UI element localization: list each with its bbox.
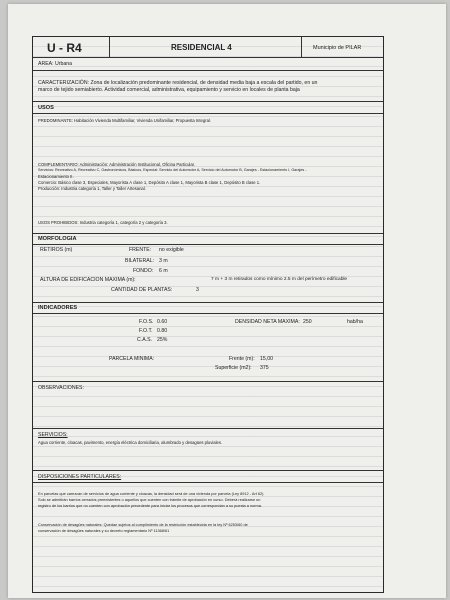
usos-complementario-5: Producción: Industria categoría 1, Taller y Taller Artesanal. bbox=[38, 186, 146, 191]
usos-section bbox=[33, 102, 383, 234]
indicadores-heading: INDICADORES bbox=[38, 305, 78, 311]
morfologia-heading: MORFOLOGIA bbox=[38, 236, 77, 242]
fos-value: 0.60 bbox=[157, 319, 168, 325]
usos-predominante: PREDOMINANTE: Habitación Vivienda Multifamiliar, Vivienda Unifamiliar, Propuesta Integral. bbox=[38, 118, 212, 123]
municipality: Municipio de PILAR bbox=[313, 45, 362, 51]
fondo-value: 6 m bbox=[159, 268, 168, 274]
parcela-frente-label: Frente (m): bbox=[229, 356, 255, 362]
disposiciones-section bbox=[33, 471, 383, 591]
usos-prohibidos: USOS PROHIBIDOS: Industria categoría 1, categoría 2 y categoría 3. bbox=[38, 220, 168, 225]
cas-label: C.A.S. bbox=[137, 337, 152, 343]
morfologia-section bbox=[33, 234, 383, 303]
bilateral-value: 3 m bbox=[159, 258, 168, 264]
frente-value: no exigible bbox=[159, 247, 184, 253]
altura-value: 7 m + 3 m retirados como mínimo 2.5 m del perímetro edificable bbox=[211, 277, 348, 282]
retiros-label: RETIROS (m) bbox=[40, 247, 73, 253]
zone-title: RESIDENCIAL 4 bbox=[171, 43, 232, 52]
servicios-section bbox=[33, 429, 383, 471]
plantas-value: 3 bbox=[196, 287, 199, 293]
disposiciones-heading: DISPOSICIONES PARTICULARES: bbox=[38, 474, 122, 480]
superficie-label: Superficie (m2): bbox=[215, 365, 252, 371]
caracterizacion-row bbox=[33, 71, 383, 102]
indicadores-section bbox=[33, 303, 383, 382]
caracterizacion-line-2: marco de tejido semiabierto. Actividad comercial, administrativa, equipamiento y servicio en locales de planta baja bbox=[38, 87, 300, 93]
usos-complementario-1: COMPLEMENTARIO: Administración: Administración Institucional, Oficina Particular. bbox=[38, 162, 196, 167]
disposiciones-p1-l3: registro de los barrios que no cuenten con aprobación precedente para iniciar los procesos que correspondan a su puesta a norma. bbox=[38, 504, 262, 508]
servicios-text: Agua corriente, cloacas, pavimento, energía eléctrica domiciliaria, alumbrado y desagües pluviales. bbox=[38, 440, 223, 445]
fondo-label: FONDO: bbox=[133, 268, 154, 274]
densidad-label: DENSIDAD NETA MAXIMA: bbox=[235, 319, 300, 325]
disposiciones-p2-l2: conservación de desagües naturales y su decreto reglamentario Nº 11368/61 bbox=[38, 529, 170, 533]
parcela-label: PARCELA MINIMA: bbox=[109, 356, 155, 362]
bilateral-label: BILATERAL: bbox=[125, 258, 155, 264]
densidad-unit: hab/ha bbox=[347, 319, 363, 325]
caracterizacion-line-1: CARACTERIZACIÓN: Zona de localización predominante residencial, de densidad media baja a escala del partido, en un bbox=[38, 80, 318, 86]
fos-label: F.O.S. bbox=[139, 319, 154, 325]
cas-value: 25% bbox=[157, 337, 168, 343]
parcela-frente-value: 15,00 bbox=[260, 356, 273, 362]
usos-complementario-3: Estacionamiento II. bbox=[38, 174, 74, 179]
usos-complementario-4: Comercio: Básico clase 3, Especiales, Mayorista A clase 1, Depósito A clase 1, Mayorista B clase 1, Depósito B clase 1. bbox=[38, 180, 261, 185]
densidad-value: 250 bbox=[303, 319, 312, 325]
observaciones-label: OBSERVACIONES: bbox=[38, 385, 84, 391]
usos-heading: USOS bbox=[38, 105, 54, 111]
fot-value: 0.80 bbox=[157, 328, 168, 334]
usos-complementario-2: Servicios: Recreativo A, Recreativo C, Gastronómicos, Básicos, Especial: Servicio del Automotor A, Servicio del Automotor B, Garajes - Estacionamiento I, Garajes - bbox=[38, 168, 307, 172]
disposiciones-p2-l1: Conservación de desagües naturales: Quedan sujetos al cumplimiento de la restricción establecida en la ley Nº 6253/60 de bbox=[38, 523, 248, 527]
fot-label: F.O.T. bbox=[139, 328, 153, 334]
area-text: AREA: Urbana bbox=[38, 61, 73, 67]
superficie-value: 375 bbox=[260, 365, 269, 371]
frente-label: FRENTE: bbox=[129, 247, 152, 253]
altura-label: ALTURA DE EDIFICACION MAXIMA (m): bbox=[40, 277, 136, 283]
header-row bbox=[33, 37, 383, 58]
paper-sheet bbox=[8, 4, 446, 598]
disposiciones-p1-l2: Solo se admitirán barrios cerrados preexistentes o aquellos que cuenten con trámite de aprobación en curso. Deberá realizarse un bbox=[38, 498, 261, 502]
plantas-label: CANTIDAD DE PLANTAS: bbox=[111, 287, 173, 293]
disposiciones-p1-l1: En parcelas que carezcan de servicios de agua corriente y cloacas, la densidad será de una vivienda por parcela (Ley 8912 - Art 62). bbox=[38, 492, 265, 496]
area-row bbox=[33, 58, 383, 71]
zoning-form bbox=[32, 36, 384, 593]
observaciones-section bbox=[33, 382, 383, 429]
zone-code: U - R4 bbox=[47, 41, 82, 55]
servicios-heading: SERVICIOS: bbox=[38, 432, 68, 438]
